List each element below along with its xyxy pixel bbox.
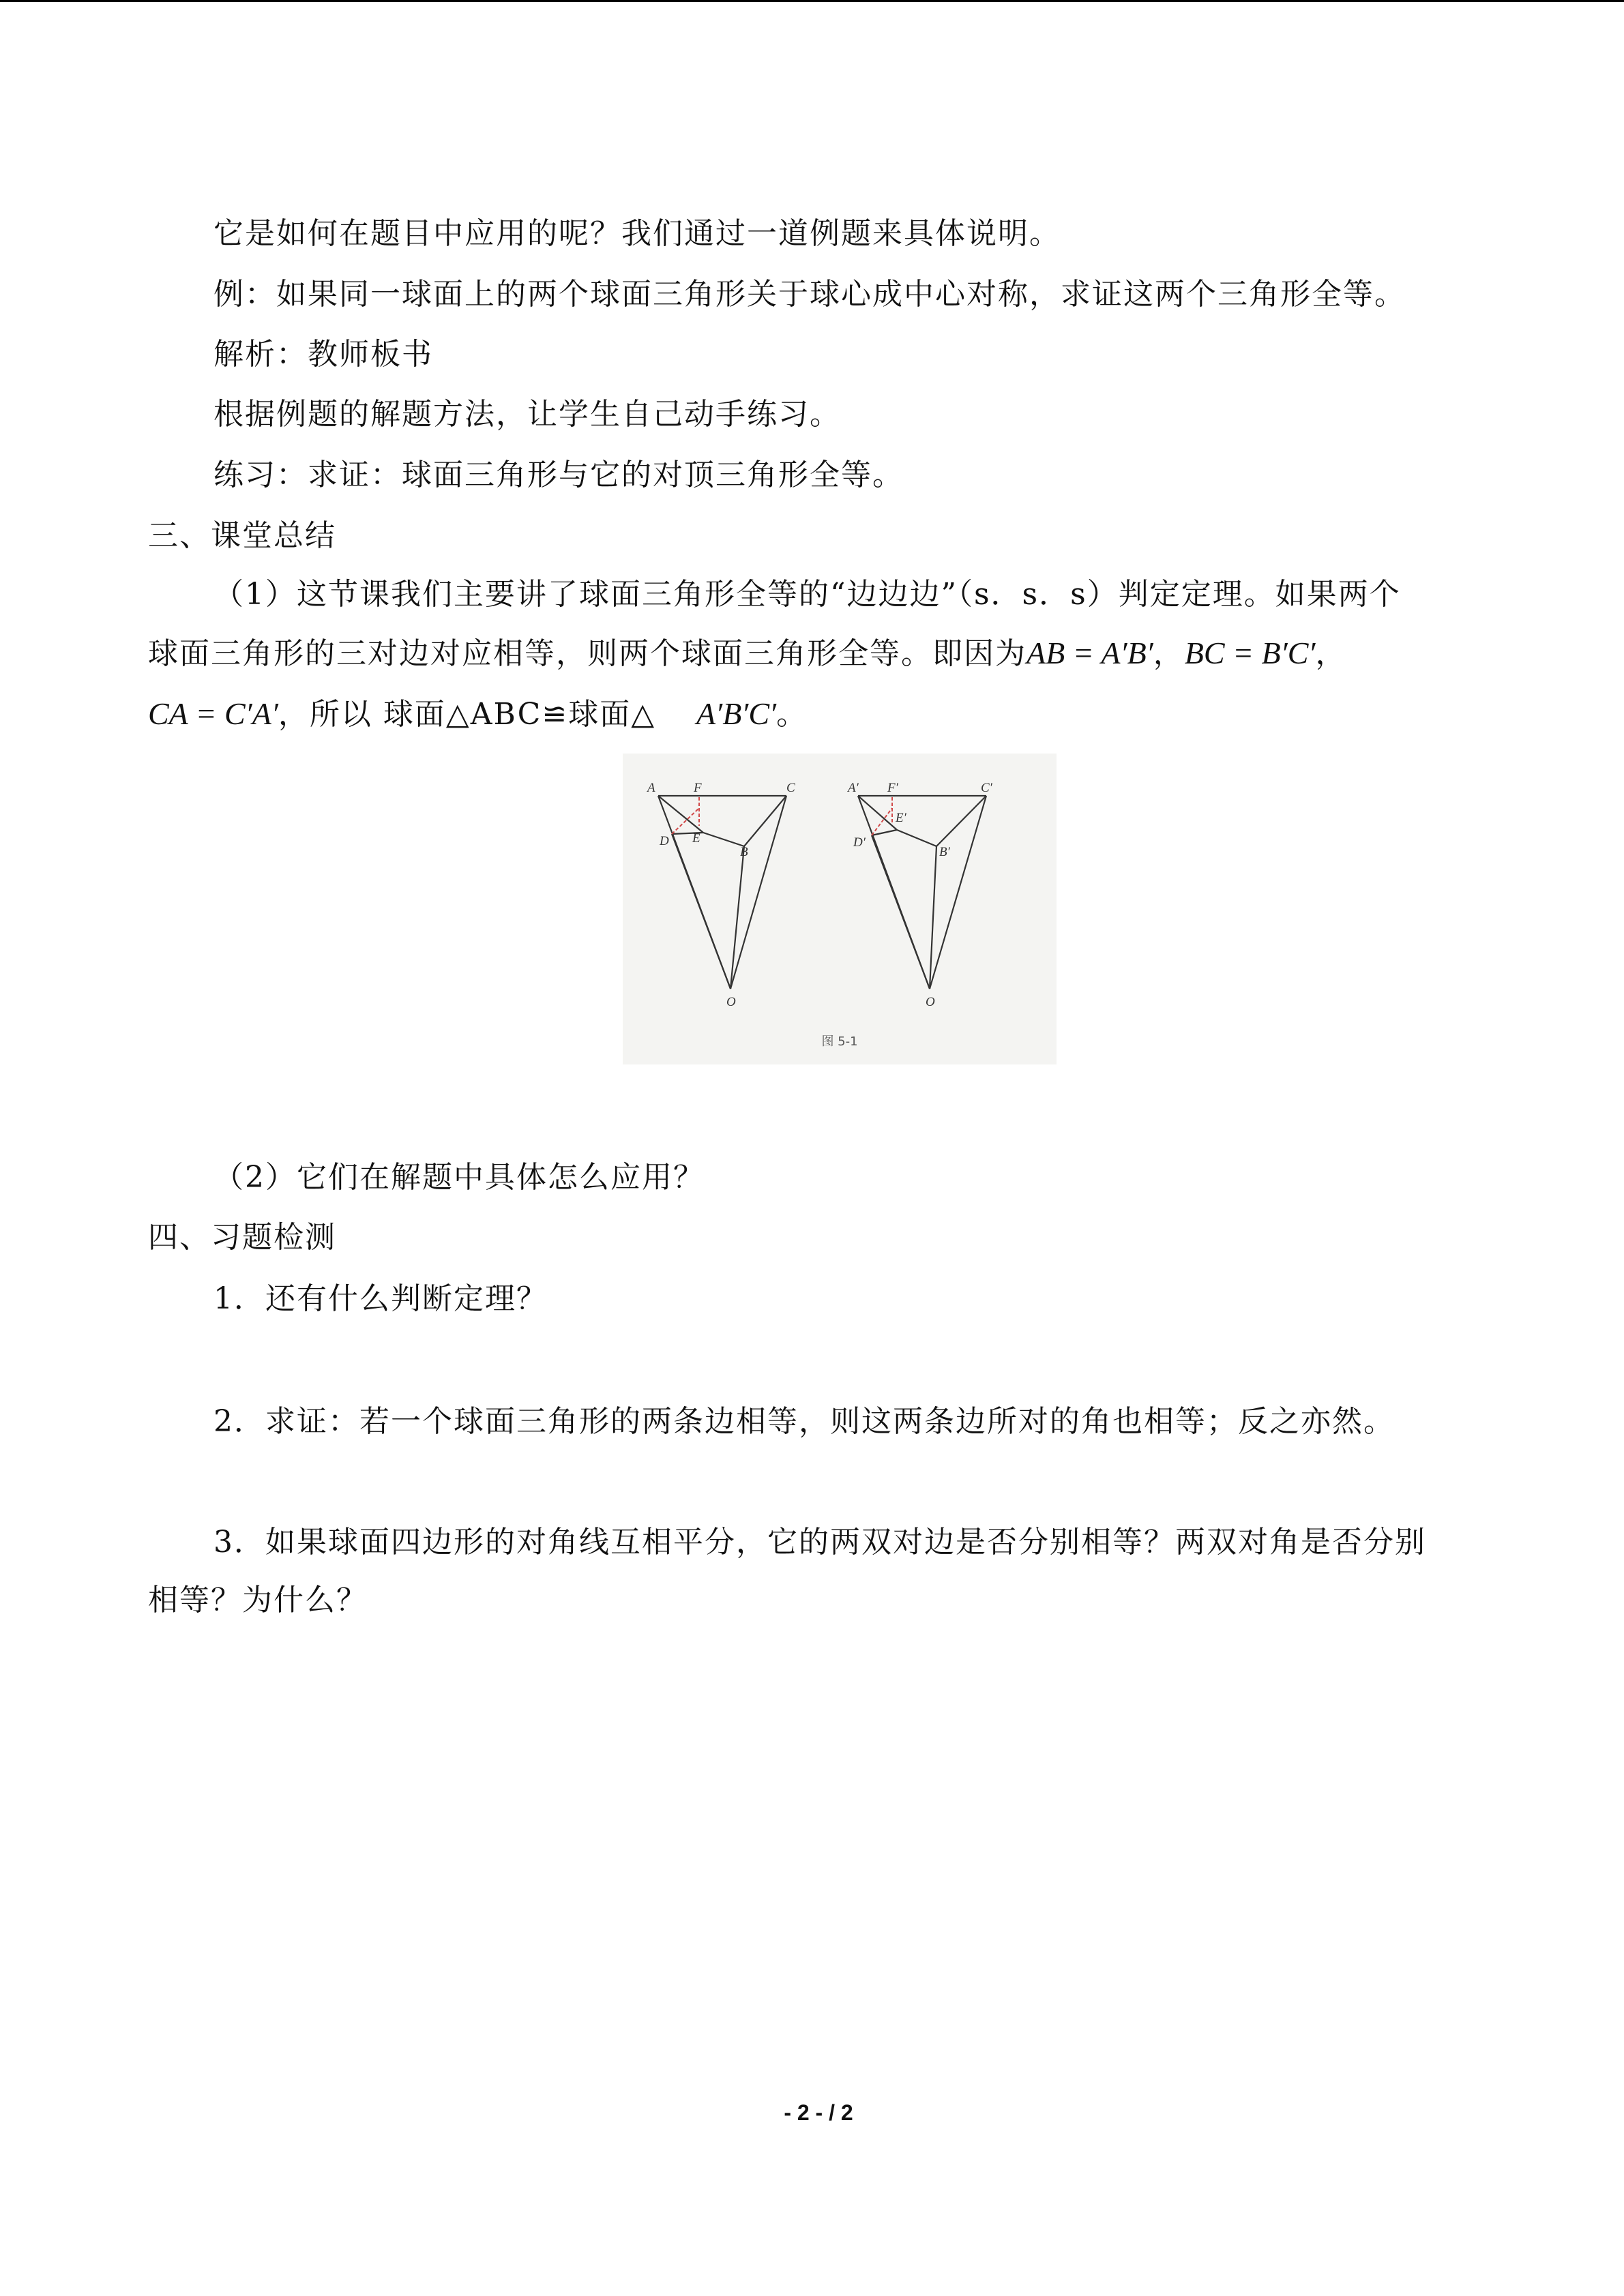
- equation-bc: BC = B′C′: [1184, 636, 1316, 670]
- figure-caption: 图 5-1: [821, 1034, 858, 1049]
- label-f: F: [694, 781, 702, 795]
- paragraph-summary-question: （2）它们在解题中具体怎么应用？: [213, 1160, 705, 1195]
- paragraph-summary-1: （1）这节课我们主要讲了球面三角形全等的“边边边”（s．s．s）判定定理。如果两个: [213, 577, 1401, 612]
- label-d-prime: D′: [853, 835, 866, 850]
- line-end: ，: [1315, 636, 1347, 671]
- label-c: C: [786, 781, 795, 795]
- label-b: B: [740, 845, 748, 859]
- label-c-prime: C′: [981, 781, 992, 795]
- top-rule: [0, 0, 1624, 2]
- exercise-2: 2．求证：若一个球面三角形的两条边相等，则这两条边所对的角也相等；反之亦然。: [213, 1404, 1395, 1439]
- label-a: A: [647, 781, 655, 795]
- paragraph-summary-3: [148, 694, 808, 735]
- section-heading-exercises: 四、习题检测: [148, 1220, 336, 1255]
- label-e-prime: E′: [896, 811, 906, 825]
- paragraph-example: 例：如果同一球面上的两个球面三角形关于球心成中心对称，求证这两个三角形全等。: [213, 277, 1406, 312]
- label-o: O: [726, 995, 736, 1009]
- page-number: - 2 - / 2: [784, 2100, 853, 2125]
- label-a-prime: A′: [848, 781, 859, 795]
- label-b-prime: B′: [939, 845, 950, 859]
- equation-ca: CA = C′A′: [148, 696, 278, 731]
- equation-ab: AB = A′B′: [1027, 636, 1153, 670]
- paragraph-intro: 它是如何在题目中应用的呢？我们通过一道例题来具体说明。: [213, 216, 1061, 251]
- paragraph-practice: 练习：求证：球面三角形与它的对顶三角形全等。: [213, 458, 904, 492]
- label-d: D: [660, 834, 669, 848]
- paragraph-solution: 解析：教师板书: [213, 337, 433, 372]
- spherical-triangles-diagram: [623, 754, 1057, 1064]
- triangle-prime: A′B′C′: [696, 696, 777, 731]
- paragraph-practice-intro: 根据例题的解题方法，让学生自己动手练习。: [213, 397, 841, 432]
- label-e: E: [692, 831, 700, 846]
- label-f-prime: F′: [887, 781, 898, 795]
- line-end: 。: [776, 697, 808, 732]
- label-o-right: O: [926, 995, 935, 1009]
- exercise-1: 1．还有什么判断定理？: [213, 1281, 548, 1316]
- summary-2-text: 球面三角形的三对边对应相等，则两个球面三角形全等。即因为: [148, 636, 1027, 671]
- separator: ，: [1153, 636, 1185, 671]
- section-heading-summary: 三、课堂总结: [148, 518, 336, 553]
- exercise-3-continued: 相等？为什么？: [148, 1583, 368, 1617]
- exercise-3: 3．如果球面四边形的对角线互相平分，它的两双对边是否分别相等？两双对角是否分别: [213, 1525, 1426, 1560]
- figure-5-1: [623, 754, 1057, 1064]
- summary-3-text: ，所以 球面△ABC≌球面△: [278, 697, 656, 732]
- paragraph-summary-2: [148, 633, 1346, 674]
